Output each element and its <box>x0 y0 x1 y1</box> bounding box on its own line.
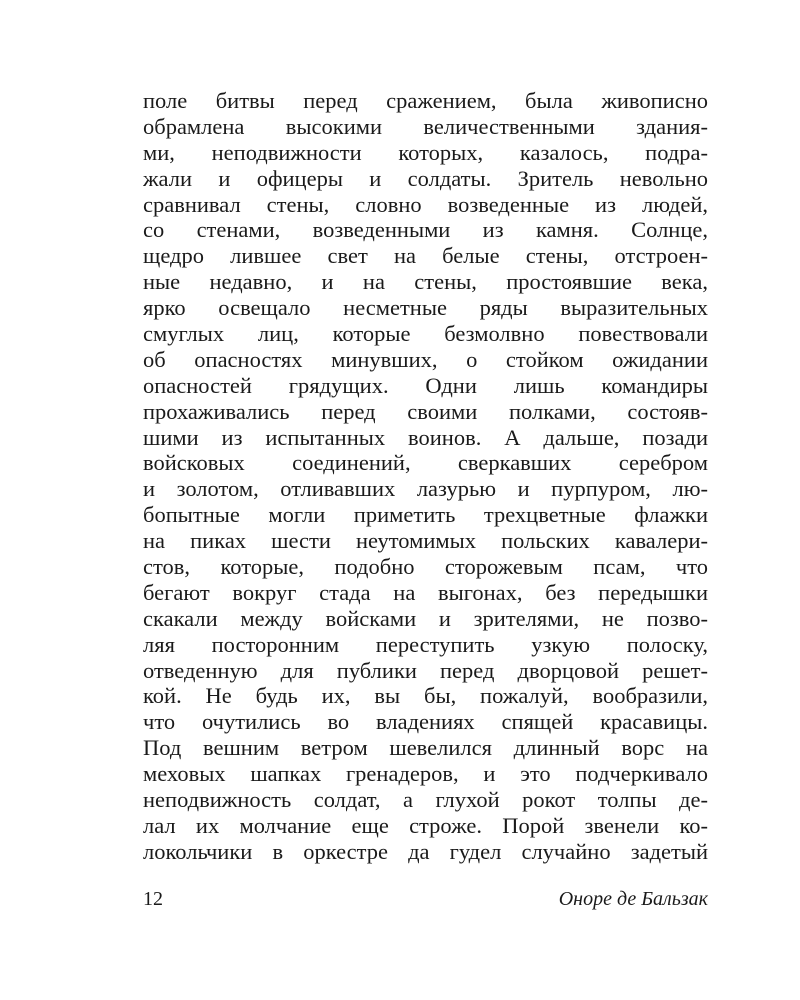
text-line: поле битвы перед сражением, была живописно <box>143 88 708 113</box>
text-line: отведенную для публики перед дворцовой решет- <box>143 657 708 683</box>
text-line: ярко освещало несметные ряды выразительных <box>143 295 708 321</box>
page-number: 12 <box>143 888 163 910</box>
running-author: Оноре де Бальзак <box>558 888 708 910</box>
text-line: меховых шапках гренадеров, и это подчеркивало <box>143 761 708 787</box>
text-line: скакали между войсками и зрителями, не позво- <box>143 605 708 631</box>
text-line: щедро лившее свет на белые стены, отстроен- <box>143 243 708 269</box>
text-line: что очутились во владениях спящей красавицы. <box>143 709 708 735</box>
text-line: неподвижность солдат, а глухой рокот толпы де- <box>143 787 708 813</box>
text-line: и золотом, отливавших лазурью и пурпуром, лю- <box>143 476 708 502</box>
text-line: жали и офицеры и солдаты. Зритель невольно <box>143 165 708 191</box>
text-line: бопытные могли приметить трехцветные флажки <box>143 502 708 528</box>
text-line: бегают вокруг стада на выгонах, без передышки <box>143 579 708 605</box>
text-line: стов, которые, подобно сторожевым псам, что <box>143 554 708 580</box>
text-line: со стенами, возведенными из камня. Солнце, <box>143 217 708 243</box>
body-text <box>143 88 708 865</box>
text-line: Под вешним ветром шевелился длинный ворс на <box>143 735 708 761</box>
text-line: прохаживались перед своими полками, состояв- <box>143 398 708 424</box>
text-line: на пиках шести неутомимых польских кавалери- <box>143 528 708 554</box>
text-line: ные недавно, и на стены, простоявшие века, <box>143 269 708 295</box>
text-line: ляя посторонним переступить узкую полоску, <box>143 631 708 657</box>
text-line: кой. Не будь их, вы бы, пожалуй, вообразили, <box>143 683 708 709</box>
text-line: об опасностях минувших, о стойком ожидании <box>143 346 708 372</box>
text-line: шими из испытанных воинов. А дальше, позади <box>143 424 708 450</box>
text-line: лал их молчание еще строже. Порой звенели ко- <box>143 812 708 838</box>
page-footer <box>143 888 708 916</box>
text-line: смуглых лиц, которые безмолвно повествовали <box>143 321 708 347</box>
text-line: ми, неподвижности которых, казалось, подра- <box>143 139 708 165</box>
text-line: войсковых соединений, сверкавших серебром <box>143 450 708 476</box>
text-line: обрамлена высокими величественными здания- <box>143 113 708 139</box>
text-line: сравнивал стены, словно возведенные из людей, <box>143 191 708 217</box>
text-line: опасностей грядущих. Одни лишь командиры <box>143 372 708 398</box>
text-line: локольчики в оркестре да гудел случайно задетый <box>143 838 708 864</box>
